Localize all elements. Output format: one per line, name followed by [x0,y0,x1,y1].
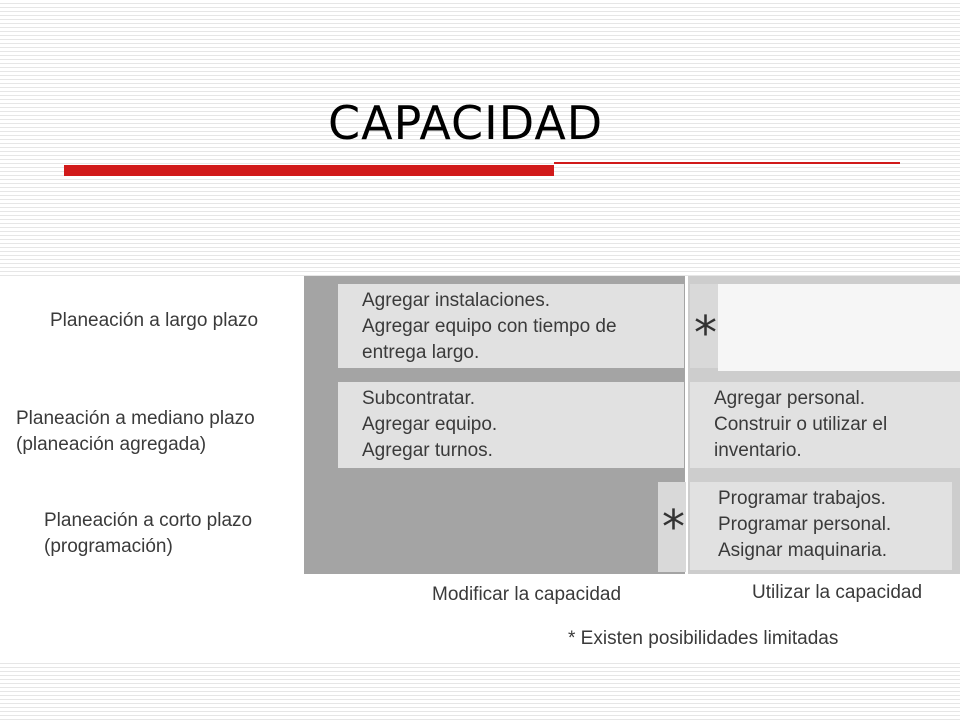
row-label-medium-term: Planeación a mediano plazo (planeación agregada) [16,408,255,455]
caption-modify-capacity: Modificar la capacidad [432,584,622,605]
utilize-long-term-blank-box [718,284,960,371]
row-label-long-term: Planeación a largo plazo [50,310,259,331]
title-underline-thick [64,165,554,176]
modify-box-long-term [338,284,684,368]
utilize-box-medium-term [690,382,960,468]
limited-marker-short-term: * [662,500,685,554]
slide-title: CAPACIDAD [328,96,604,150]
modify-box-medium-term [338,382,684,468]
caption-utilize-capacity: Utilizar la capacidad [752,582,923,603]
title-underline-thin [554,162,900,164]
footnote-limited-possibilities: * Existen posibilidades limitadas [568,628,839,649]
utilize-box-medium-term-text: Agregar personal. Construir o utilizar el inventario. [714,388,888,461]
utilize-box-short-term-text: Programar trabajos. Programar personal. Asignar maquinaria. [718,488,892,561]
utilize-box-short-term [690,482,952,570]
row-label-short-term: Planeación a corto plazo (programación) [44,510,253,557]
modify-box-medium-term-text: Subcontratar. Agregar equipo. Agregar turnos. [362,388,498,461]
limited-marker-long-term: * [694,306,717,360]
capacity-planning-diagram [0,276,960,662]
modify-box-long-term-text: Agregar instalaciones. Agregar equipo con tiempo de entrega largo. [362,290,617,363]
